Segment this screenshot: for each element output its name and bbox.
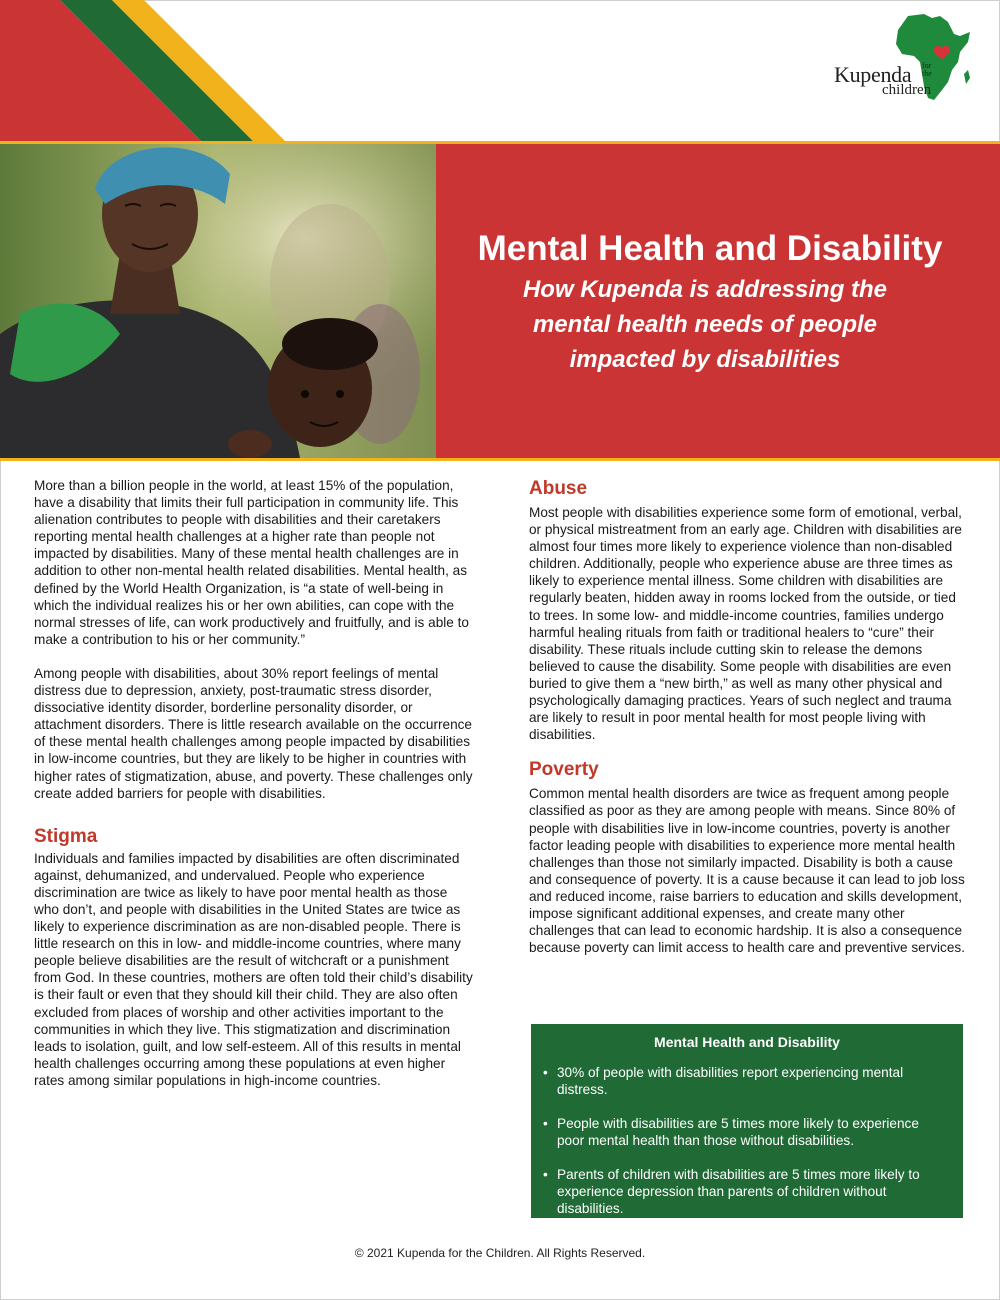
hero-banner	[0, 144, 1000, 458]
facts-callout-box	[531, 1024, 963, 1218]
callout-item-text: 30% of people with disabilities report experiencing mental distress.	[557, 1065, 904, 1097]
left-column	[34, 477, 474, 1089]
stigma-heading: Stigma	[34, 825, 98, 847]
callout-item-text: People with disabilities are 5 times more likely to experience poor mental health than those without disabilities.	[557, 1116, 919, 1148]
callout-item	[543, 1166, 943, 1217]
callout-item	[543, 1064, 943, 1098]
page-title: Mental Health and Disability	[477, 229, 943, 268]
intro-paragraph-2: Among people with disabilities, about 30% report feelings of mental distress due to depression, anxiety, post-traumatic stress disorder, dissociative identity disorder, borderline personality disorder, or attachment disorders. There is little research available on the occurrence of these mental health challenges among people impacted by disabilities in low-income countries, but they are likely to be higher in countries with higher rates of stigmatization, abuse, and poverty. These challenges only create added barriers for people with disabilities.	[34, 665, 473, 801]
intro-paragraph-1: More than a billion people in the world, at least 15% of the population, have a disability that limits their full participation in community life. This alienation contributes to people with disabilities and their caretakers reporting mental health challenges at a higher rate than people not impacted by disabilities. Many of these mental health challenges are in addition to other non-mental health related disabilities. Mental health, as defined by the World Health Organization, is “a state of well-being in which the individual realizes his or her own abilities, can cope with the normal stresses of life, can work productively and fruitfully, and is able to make a contribution to his or her community.”	[34, 478, 469, 647]
callout-title: Mental Health and Disability	[654, 1034, 840, 1050]
page-subtitle: How Kupenda is addressing the mental health needs of people impacted by disabilities	[522, 276, 888, 373]
abuse-heading: Abuse	[529, 478, 588, 499]
bullet-icon: •	[543, 1116, 548, 1131]
abuse-body: Most people with disabilities experience some form of emotional, verbal, or physical mistreatment from an early age. Children with disabilities are almost four times more likely to experience violence than non-disabled children. Additionally, people who experience abuse are three times as likely to experience mental illness. Some children with disabilities are regularly beaten, hidden away in rooms locked from the outside, or tied to trees. In some low- and middle-income countries, families undergo harmful healing rituals from faith or traditional healers to “cure” their disability. These rituals include cutting skin to release the demons believed to cause the disability. Some people with disabilities are even buried to give them a “new birth,” as well as many other physical and psychologically damaging practices. Years of such neglect and trauma are likely to result in poor mental health for most people living with disabilities.	[529, 505, 962, 743]
callout-list	[537, 1064, 943, 1217]
poverty-body: Common mental health disorders are twice as frequent among people classified as poor as they are among people with means. Since 80% of people with disabilities live in low-income countries, poverty is another factor leading people with disabilities to experience more mental health challenges than those not similarly impacted. Disability is both a cause and consequence of poverty. It is a cause because it can lead to job loss and reduced income, raise barriers to education and skills development, impose significant additional expenses, and create many other challenges that can lead to economic hardship. It is also a consequence because poverty can limit access to health care and preventive services.	[529, 786, 965, 956]
bottom-gold-rule	[0, 458, 1000, 461]
right-column	[529, 478, 966, 956]
mother-and-child-photo	[0, 144, 436, 458]
stigma-body: Individuals and families impacted by disabilities are often discriminated against, dehumanized, and undervalued. People who experience discrimination are twice as likely to have poor mental health as those who don’t, and people with disabilities in the United States are twice as likely to experience discrimination as are non-disabled people. There is little research on this in low- and middle-income countries, where many people believe disabilities are the result of witchcraft or a punishment from God. In these countries, mothers are often told their child’s disability is their fault or even that they should kill their child. They are also often excluded from places of worship and other activities important to the communities in which they live. This stigmatization and discrimination leads to isolation, guilt, and low self-esteem. All of this results in mental health challenges occurring among these populations at even higher rates among similar populations in high-income countries.	[34, 850, 473, 1088]
bullet-icon: •	[543, 1065, 548, 1080]
callout-item	[543, 1115, 943, 1149]
logo-children: children	[882, 82, 932, 98]
kupenda-logo	[830, 12, 990, 112]
poverty-heading: Poverty	[529, 759, 599, 781]
bullet-icon: •	[543, 1167, 548, 1182]
logo-for-the: for the	[922, 61, 932, 78]
hero-photo	[0, 144, 436, 458]
callout-item-text: Parents of children with disabilities are 5 times more likely to experience depression than parents of children without disabilities.	[557, 1167, 920, 1216]
copyright-footer: © 2021 Kupenda for the Children. All Rights Reserved.	[354, 1246, 646, 1260]
logo-name: Kupenda	[834, 62, 912, 87]
decorative-stripes	[0, 0, 300, 144]
